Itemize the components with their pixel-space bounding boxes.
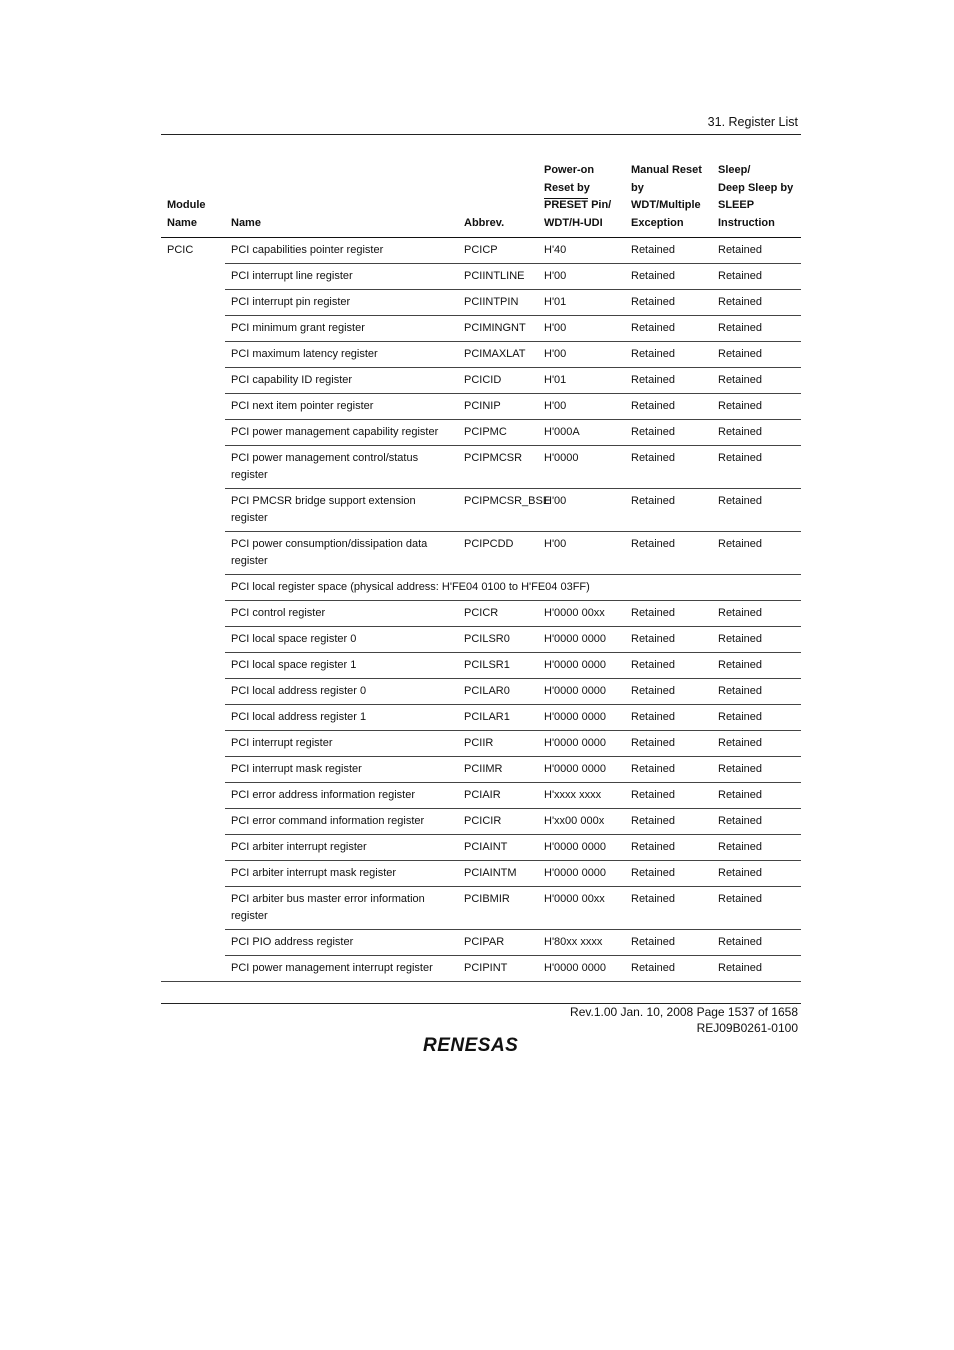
table-row [161,653,801,679]
power-on-reset-cell: H'00 [538,532,625,575]
col-header-manual-reset [625,158,712,238]
col-header-abbrev: Abbrev. [458,158,538,238]
manual-reset-cell: Retained [625,290,712,316]
sleep-cell: Retained [712,809,801,835]
register-name-cell: PCI error command information register [225,809,458,835]
col-header-power-on [538,158,625,238]
table-row [161,368,801,394]
table-row [161,238,801,264]
power-on-reset-cell: H'0000 0000 [538,679,625,705]
abbrev-cell: PCIPAR [458,930,538,956]
register-name-cell: PCI error address information register [225,783,458,809]
table-row [161,731,801,757]
manual-reset-cell: Retained [625,956,712,982]
abbrev-cell: PCIAIR [458,783,538,809]
table-body [161,238,801,982]
register-name-cell: PCI power consumption/dissipation data register [225,532,458,575]
sleep-cell: Retained [718,244,763,256]
abbrev-cell: PCINIP [458,394,538,420]
col-header-name: Name [225,158,458,238]
doc-number: REJ09B0261-0100 [696,1020,798,1035]
power-on-reset-cell: H'0000 0000 [538,757,625,783]
power-on-reset-cell: H'0000 0000 [538,731,625,757]
table-row [161,264,801,290]
manual-reset-cell: Retained [625,783,712,809]
register-name-cell: PCI control register [225,601,458,627]
sleep-cell: Retained [712,930,801,956]
table-row [161,861,801,887]
revision-line: Rev.1.00 Jan. 10, 2008 Page 1537 of 1658 [570,1005,798,1019]
manual-reset-cell: Retained [625,809,712,835]
abbrev-cell: PCIPCDD [458,532,538,575]
manual-reset-cell: Retained [625,420,712,446]
sleep-cell: Retained [712,887,801,930]
table-header-row [161,158,801,238]
col-header-sleep-line3: SLEEP [718,199,755,211]
table-row [161,342,801,368]
register-name-cell: PCI interrupt mask register [225,757,458,783]
col-header-pin: Pin/ [588,199,612,211]
manual-reset-cell: Retained [625,757,712,783]
col-header-manual-line2: by [631,181,644,194]
sleep-cell: Retained [712,835,801,861]
register-name-cell: PCI local space register 1 [225,653,458,679]
table-row [161,394,801,420]
table-row [161,887,801,930]
table-row [161,835,801,861]
footer-rule [161,1003,801,1004]
abbrev-cell: PCIMINGNT [458,316,538,342]
table-row [161,956,801,982]
col-header-module [161,158,225,238]
table-row [161,316,801,342]
abbrev-cell: PCICID [458,368,538,394]
table-row [161,809,801,835]
power-on-reset-cell: H'000A [538,420,625,446]
table-row [161,575,801,601]
power-on-reset-cell: H'00 [538,316,625,342]
manual-reset-cell: Retained [625,368,712,394]
manual-reset-cell: Retained [625,627,712,653]
manual-reset-cell: Retained [631,244,676,256]
register-name-cell: PCI arbiter interrupt register [225,835,458,861]
power-on-reset-cell: H'00 [538,264,625,290]
power-on-reset-cell: H'01 [538,368,625,394]
col-header-power-on-line4: WDT/H-UDI [544,216,603,229]
abbrev-cell: PCIIR [458,731,538,757]
abbrev-cell: PCIPMCSR [458,446,538,489]
power-on-reset-cell: H'0000 00xx [538,887,625,930]
col-header-manual-line1: Manual Reset [631,164,702,176]
col-header-manual-line3: WDT/Multiple [631,199,701,211]
register-name-cell: PCI interrupt pin register [225,290,458,316]
manual-reset-cell: Retained [625,446,712,489]
power-on-reset-cell: H'00 [538,489,625,532]
register-name-cell: PCI arbiter bus master error information register [225,887,458,930]
manual-reset-cell: Retained [625,532,712,575]
abbrev-cell: PCIPMC [458,420,538,446]
table-row [161,420,801,446]
sleep-cell: Retained [712,653,801,679]
sleep-cell: Retained [712,601,801,627]
register-name-cell: PCI power management interrupt register [225,956,458,982]
table-row [161,601,801,627]
table-row [161,783,801,809]
abbrev-cell: PCIMAXLAT [458,342,538,368]
col-header-sleep-line4: Instruction [718,216,775,229]
abbrev-cell: PCIBMIR [458,887,538,930]
power-on-reset-cell: H'xxxx xxxx [538,783,625,809]
manual-reset-cell: Retained [625,264,712,290]
sleep-cell: Retained [712,446,801,489]
sleep-cell: Retained [712,368,801,394]
power-on-reset-cell: H'0000 00xx [538,601,625,627]
abbrev-cell: PCIPINT [458,956,538,982]
table-row [161,532,801,575]
register-name-cell: PCI interrupt line register [225,264,458,290]
sleep-cell: Retained [712,956,801,982]
table-row [161,679,801,705]
register-name-cell: PCI power management control/status register [225,446,458,489]
manual-reset-cell: Retained [625,394,712,420]
module-cell: PCIC [161,238,225,982]
sleep-cell: Retained [712,394,801,420]
abbrev-cell: PCICP [464,244,498,256]
renesas-logo [422,1033,540,1055]
abbrev-cell: PCIINTLINE [458,264,538,290]
abbrev-cell: PCIAINTM [458,861,538,887]
register-name-cell: PCI local address register 1 [225,705,458,731]
abbrev-cell: PCIPMCSR_BSE [458,489,538,532]
sleep-cell: Retained [712,757,801,783]
power-on-reset-cell: H'0000 0000 [538,705,625,731]
manual-reset-cell: Retained [625,887,712,930]
header-rule [161,134,801,135]
sleep-cell: Retained [712,679,801,705]
register-name-cell: PCI capability ID register [225,368,458,394]
table-row [161,930,801,956]
sleep-cell: Retained [712,489,801,532]
manual-reset-cell: Retained [625,601,712,627]
table-row [161,290,801,316]
sleep-cell: Retained [712,783,801,809]
abbrev-cell: PCILSR1 [458,653,538,679]
abbrev-cell: PCICIR [458,809,538,835]
manual-reset-cell: Retained [625,653,712,679]
abbrev-cell: PCIIMR [458,757,538,783]
power-on-reset-cell: H'0000 0000 [538,956,625,982]
register-name-cell: PCI power management capability register [225,420,458,446]
abbrev-cell: PCILAR1 [458,705,538,731]
table-row [161,446,801,489]
register-name-cell: PCI interrupt register [225,731,458,757]
manual-reset-cell: Retained [625,705,712,731]
power-on-reset-cell: H'0000 0000 [538,861,625,887]
register-name-cell: PCI local space register 0 [225,627,458,653]
col-header-module-line1: Module [167,199,206,211]
table-row [161,757,801,783]
col-header-sleep [712,158,801,238]
manual-reset-cell: Retained [625,342,712,368]
footer-revision [570,1005,798,1036]
renesas-logo-text: RENESAS [423,1035,519,1055]
sleep-cell: Retained [712,861,801,887]
manual-reset-cell: Retained [625,861,712,887]
register-name-cell: PCI next item pointer register [225,394,458,420]
section-header: 31. Register List [707,115,798,129]
manual-reset-cell: Retained [625,679,712,705]
table-row [161,627,801,653]
power-on-reset-cell: H'xx00 000x [538,809,625,835]
power-on-reset-cell: H'01 [538,290,625,316]
sleep-cell: Retained [712,532,801,575]
manual-reset-cell: Retained [625,835,712,861]
abbrev-cell: PCIINTPIN [458,290,538,316]
power-on-reset-cell: H'0000 [538,446,625,489]
register-name-cell: PCI minimum grant register [225,316,458,342]
register-name-cell: PCI arbiter interrupt mask register [225,861,458,887]
col-header-power-on-line1: Power-on [544,164,595,176]
col-header-sleep-line2: Deep Sleep by [718,181,794,194]
power-on-reset-cell: H'0000 0000 [538,653,625,679]
register-name-cell: PCI maximum latency register [225,342,458,368]
sleep-cell: Retained [712,316,801,342]
register-name-cell: PCI capabilities pointer register [231,244,384,256]
abbrev-cell: PCIAINT [458,835,538,861]
power-on-reset-cell: H'00 [538,342,625,368]
col-header-module-line2: Name [167,216,197,229]
manual-reset-cell: Retained [625,489,712,532]
sleep-cell: Retained [712,342,801,368]
power-on-reset-cell: H'80xx xxxx [538,930,625,956]
manual-reset-cell: Retained [625,930,712,956]
abbrev-cell: PCILAR0 [458,679,538,705]
register-name-cell: PCI PMCSR bridge support extension register [225,489,458,532]
register-name-cell: PCI local address register 0 [225,679,458,705]
register-name-cell: PCI PIO address register [225,930,458,956]
sleep-cell: Retained [712,627,801,653]
manual-reset-cell: Retained [625,731,712,757]
sleep-cell: Retained [712,705,801,731]
power-on-reset-cell: H'0000 0000 [538,627,625,653]
power-on-reset-cell: H'40 [544,244,567,256]
manual-reset-cell: Retained [625,316,712,342]
col-header-preset: PRESET [544,199,589,211]
abbrev-cell: PCILSR0 [458,627,538,653]
power-on-reset-cell: H'0000 0000 [538,835,625,861]
power-on-reset-cell: H'00 [538,394,625,420]
col-header-manual-line4: Exception [631,216,684,229]
table-row [161,705,801,731]
register-table [161,158,801,982]
col-header-sleep-line1: Sleep/ [718,164,751,176]
sleep-cell: Retained [712,731,801,757]
sleep-cell: Retained [712,290,801,316]
col-header-power-on-line2: Reset by [544,181,590,194]
sleep-cell: Retained [712,420,801,446]
abbrev-cell: PCICR [458,601,538,627]
sleep-cell: Retained [712,264,801,290]
section-span-cell: PCI local register space (physical address: H'FE04 0100 to H'FE04 03FF) [225,575,801,601]
table-row [161,489,801,532]
